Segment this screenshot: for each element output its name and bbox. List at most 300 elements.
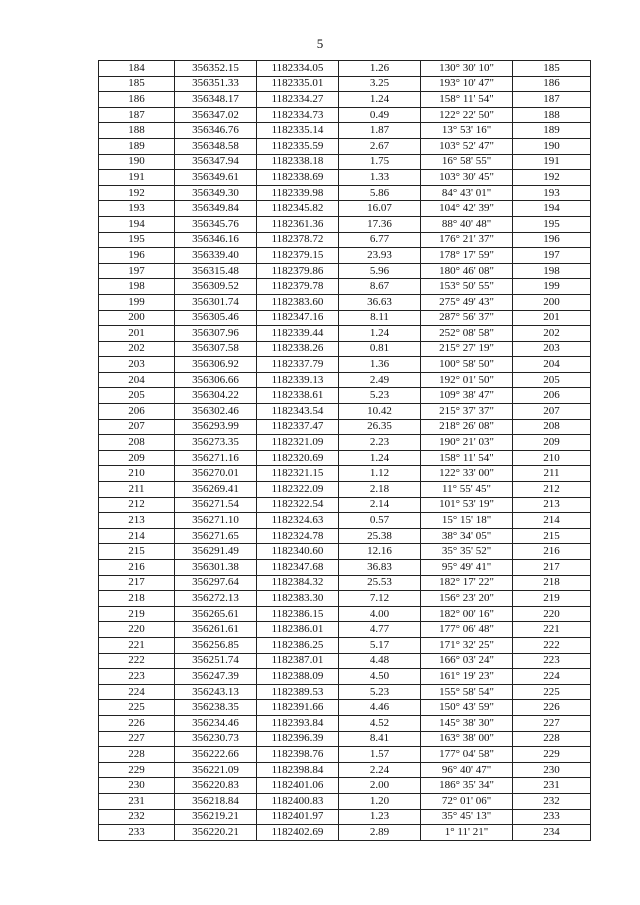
next-point-cell: 209 (513, 435, 591, 451)
y-coordinate-cell: 1182324.78 (257, 528, 339, 544)
y-coordinate-cell: 1182402.69 (257, 825, 339, 841)
x-coordinate-cell: 356352.15 (175, 61, 257, 77)
point-number-cell: 228 (99, 747, 175, 763)
y-coordinate-cell: 1182334.27 (257, 92, 339, 108)
length-cell: 4.77 (339, 622, 421, 638)
y-coordinate-cell: 1182334.73 (257, 107, 339, 123)
point-number-cell: 216 (99, 560, 175, 576)
next-point-cell: 222 (513, 637, 591, 653)
x-coordinate-cell: 356345.76 (175, 216, 257, 232)
y-coordinate-cell: 1182339.44 (257, 326, 339, 342)
next-point-cell: 229 (513, 747, 591, 763)
table-row (99, 575, 591, 591)
next-point-cell: 197 (513, 248, 591, 264)
length-cell: 1.20 (339, 793, 421, 809)
bearing-cell: 182° 00' 16" (421, 606, 513, 622)
y-coordinate-cell: 1182337.79 (257, 357, 339, 373)
bearing-cell: 88° 40' 48" (421, 216, 513, 232)
table-row (99, 232, 591, 248)
y-coordinate-cell: 1182338.69 (257, 170, 339, 186)
table-row (99, 482, 591, 498)
point-number-cell: 212 (99, 497, 175, 513)
bearing-cell: 35° 35' 52" (421, 544, 513, 560)
point-number-cell: 207 (99, 419, 175, 435)
next-point-cell: 190 (513, 138, 591, 154)
next-point-cell: 221 (513, 622, 591, 638)
table-row (99, 185, 591, 201)
table-row (99, 528, 591, 544)
next-point-cell: 230 (513, 762, 591, 778)
point-number-cell: 196 (99, 248, 175, 264)
table-row (99, 419, 591, 435)
length-cell: 1.24 (339, 450, 421, 466)
y-coordinate-cell: 1182379.86 (257, 263, 339, 279)
point-number-cell: 192 (99, 185, 175, 201)
x-coordinate-cell: 356347.02 (175, 107, 257, 123)
x-coordinate-cell: 356348.58 (175, 138, 257, 154)
length-cell: 0.81 (339, 341, 421, 357)
y-coordinate-cell: 1182347.16 (257, 310, 339, 326)
y-coordinate-cell: 1182400.83 (257, 793, 339, 809)
length-cell: 1.36 (339, 357, 421, 373)
table-row (99, 622, 591, 638)
y-coordinate-cell: 1182378.72 (257, 232, 339, 248)
bearing-cell: 218° 26' 08" (421, 419, 513, 435)
next-point-cell: 215 (513, 528, 591, 544)
y-coordinate-cell: 1182322.09 (257, 482, 339, 498)
y-coordinate-cell: 1182345.82 (257, 201, 339, 217)
x-coordinate-cell: 356269.41 (175, 482, 257, 498)
x-coordinate-cell: 356219.21 (175, 809, 257, 825)
length-cell: 2.24 (339, 762, 421, 778)
point-number-cell: 200 (99, 310, 175, 326)
table-row (99, 61, 591, 77)
x-coordinate-cell: 356247.39 (175, 669, 257, 685)
table-row (99, 715, 591, 731)
y-coordinate-cell: 1182321.15 (257, 466, 339, 482)
point-number-cell: 202 (99, 341, 175, 357)
point-number-cell: 224 (99, 684, 175, 700)
bearing-cell: 96° 40' 47" (421, 762, 513, 778)
bearing-cell: 15° 15' 18" (421, 513, 513, 529)
bearing-cell: 171° 32' 25" (421, 637, 513, 653)
x-coordinate-cell: 356243.13 (175, 684, 257, 700)
point-number-cell: 220 (99, 622, 175, 638)
bearing-cell: 215° 27' 19" (421, 341, 513, 357)
bearing-cell: 122° 33' 00" (421, 466, 513, 482)
x-coordinate-cell: 356256.85 (175, 637, 257, 653)
table-row (99, 684, 591, 700)
x-coordinate-cell: 356238.35 (175, 700, 257, 716)
next-point-cell: 185 (513, 61, 591, 77)
x-coordinate-cell: 356293.99 (175, 419, 257, 435)
length-cell: 5.17 (339, 637, 421, 653)
bearing-cell: 275° 49' 43" (421, 294, 513, 310)
length-cell: 5.96 (339, 263, 421, 279)
y-coordinate-cell: 1182347.68 (257, 560, 339, 576)
x-coordinate-cell: 356349.30 (175, 185, 257, 201)
y-coordinate-cell: 1182337.47 (257, 419, 339, 435)
x-coordinate-cell: 356347.94 (175, 154, 257, 170)
y-coordinate-cell: 1182321.09 (257, 435, 339, 451)
next-point-cell: 213 (513, 497, 591, 513)
next-point-cell: 204 (513, 357, 591, 373)
bearing-cell: 109° 38' 47" (421, 388, 513, 404)
length-cell: 7.12 (339, 591, 421, 607)
bearing-cell: 95° 49' 41" (421, 560, 513, 576)
point-number-cell: 204 (99, 372, 175, 388)
bearing-cell: 100° 58' 50" (421, 357, 513, 373)
x-coordinate-cell: 356271.65 (175, 528, 257, 544)
y-coordinate-cell: 1182379.15 (257, 248, 339, 264)
next-point-cell: 232 (513, 793, 591, 809)
y-coordinate-cell: 1182338.18 (257, 154, 339, 170)
table-row (99, 669, 591, 685)
bearing-cell: 193° 10' 47" (421, 76, 513, 92)
table-row (99, 435, 591, 451)
length-cell: 36.63 (339, 294, 421, 310)
bearing-cell: 103° 30' 45" (421, 170, 513, 186)
next-point-cell: 211 (513, 466, 591, 482)
length-cell: 36.83 (339, 560, 421, 576)
point-number-cell: 208 (99, 435, 175, 451)
point-number-cell: 221 (99, 637, 175, 653)
next-point-cell: 198 (513, 263, 591, 279)
bearing-cell: 158° 11' 54" (421, 450, 513, 466)
bearing-cell: 166° 03' 24" (421, 653, 513, 669)
point-number-cell: 214 (99, 528, 175, 544)
x-coordinate-cell: 356271.16 (175, 450, 257, 466)
table-row (99, 466, 591, 482)
y-coordinate-cell: 1182322.54 (257, 497, 339, 513)
y-coordinate-cell: 1182338.26 (257, 341, 339, 357)
table-row (99, 450, 591, 466)
bearing-cell: 101° 53' 19" (421, 497, 513, 513)
x-coordinate-cell: 356306.66 (175, 372, 257, 388)
x-coordinate-cell: 356346.76 (175, 123, 257, 139)
length-cell: 16.07 (339, 201, 421, 217)
next-point-cell: 219 (513, 591, 591, 607)
table-row (99, 310, 591, 326)
x-coordinate-cell: 356251.74 (175, 653, 257, 669)
y-coordinate-cell: 1182379.78 (257, 279, 339, 295)
point-number-cell: 205 (99, 388, 175, 404)
x-coordinate-cell: 356309.52 (175, 279, 257, 295)
length-cell: 4.00 (339, 606, 421, 622)
table-row (99, 653, 591, 669)
table-row (99, 201, 591, 217)
y-coordinate-cell: 1182389.53 (257, 684, 339, 700)
point-number-cell: 230 (99, 778, 175, 794)
table-row (99, 372, 591, 388)
next-point-cell: 231 (513, 778, 591, 794)
point-number-cell: 191 (99, 170, 175, 186)
next-point-cell: 200 (513, 294, 591, 310)
length-cell: 1.24 (339, 92, 421, 108)
table-row (99, 544, 591, 560)
y-coordinate-cell: 1182334.05 (257, 61, 339, 77)
next-point-cell: 218 (513, 575, 591, 591)
bearing-cell: 180° 46' 08" (421, 263, 513, 279)
point-number-cell: 184 (99, 61, 175, 77)
y-coordinate-cell: 1182384.32 (257, 575, 339, 591)
x-coordinate-cell: 356271.10 (175, 513, 257, 529)
x-coordinate-cell: 356346.16 (175, 232, 257, 248)
x-coordinate-cell: 356301.38 (175, 560, 257, 576)
y-coordinate-cell: 1182338.61 (257, 388, 339, 404)
x-coordinate-cell: 356307.96 (175, 326, 257, 342)
y-coordinate-cell: 1182335.59 (257, 138, 339, 154)
table-row (99, 138, 591, 154)
x-coordinate-cell: 356261.61 (175, 622, 257, 638)
next-point-cell: 202 (513, 326, 591, 342)
x-coordinate-cell: 356218.84 (175, 793, 257, 809)
table-row (99, 216, 591, 232)
bearing-cell: 16° 58' 55" (421, 154, 513, 170)
table-row (99, 560, 591, 576)
y-coordinate-cell: 1182335.14 (257, 123, 339, 139)
next-point-cell: 226 (513, 700, 591, 716)
x-coordinate-cell: 356234.46 (175, 715, 257, 731)
next-point-cell: 207 (513, 404, 591, 420)
point-number-cell: 186 (99, 92, 175, 108)
y-coordinate-cell: 1182393.84 (257, 715, 339, 731)
length-cell: 1.75 (339, 154, 421, 170)
bearing-cell: 182° 17' 22" (421, 575, 513, 591)
bearing-cell: 156° 23' 20" (421, 591, 513, 607)
length-cell: 2.49 (339, 372, 421, 388)
next-point-cell: 203 (513, 341, 591, 357)
next-point-cell: 234 (513, 825, 591, 841)
table-row (99, 404, 591, 420)
bearing-cell: 11° 55' 45" (421, 482, 513, 498)
x-coordinate-cell: 356315.48 (175, 263, 257, 279)
next-point-cell: 217 (513, 560, 591, 576)
x-coordinate-cell: 356349.84 (175, 201, 257, 217)
x-coordinate-cell: 356273.35 (175, 435, 257, 451)
point-number-cell: 223 (99, 669, 175, 685)
length-cell: 2.89 (339, 825, 421, 841)
point-number-cell: 193 (99, 201, 175, 217)
point-number-cell: 227 (99, 731, 175, 747)
bearing-cell: 72° 01' 06" (421, 793, 513, 809)
point-number-cell: 229 (99, 762, 175, 778)
bearing-cell: 190° 21' 03" (421, 435, 513, 451)
length-cell: 1.24 (339, 326, 421, 342)
length-cell: 25.38 (339, 528, 421, 544)
length-cell: 1.26 (339, 61, 421, 77)
length-cell: 8.67 (339, 279, 421, 295)
next-point-cell: 195 (513, 216, 591, 232)
point-number-cell: 203 (99, 357, 175, 373)
point-number-cell: 206 (99, 404, 175, 420)
length-cell: 4.50 (339, 669, 421, 685)
table-row (99, 762, 591, 778)
length-cell: 4.52 (339, 715, 421, 731)
y-coordinate-cell: 1182391.66 (257, 700, 339, 716)
coordinates-table (98, 60, 591, 841)
length-cell: 3.25 (339, 76, 421, 92)
y-coordinate-cell: 1182383.30 (257, 591, 339, 607)
point-number-cell: 231 (99, 793, 175, 809)
point-number-cell: 201 (99, 326, 175, 342)
bearing-cell: 158° 11' 54" (421, 92, 513, 108)
y-coordinate-cell: 1182401.06 (257, 778, 339, 794)
length-cell: 5.86 (339, 185, 421, 201)
next-point-cell: 220 (513, 606, 591, 622)
table-row (99, 731, 591, 747)
y-coordinate-cell: 1182396.39 (257, 731, 339, 747)
x-coordinate-cell: 356348.17 (175, 92, 257, 108)
table-row (99, 341, 591, 357)
table-row (99, 279, 591, 295)
length-cell: 1.23 (339, 809, 421, 825)
bearing-cell: 178° 17' 59" (421, 248, 513, 264)
y-coordinate-cell: 1182361.36 (257, 216, 339, 232)
x-coordinate-cell: 356302.46 (175, 404, 257, 420)
length-cell: 2.14 (339, 497, 421, 513)
bearing-cell: 103° 52' 47" (421, 138, 513, 154)
x-coordinate-cell: 356297.64 (175, 575, 257, 591)
next-point-cell: 208 (513, 419, 591, 435)
x-coordinate-cell: 356220.83 (175, 778, 257, 794)
point-number-cell: 194 (99, 216, 175, 232)
point-number-cell: 215 (99, 544, 175, 560)
length-cell: 4.46 (339, 700, 421, 716)
bearing-cell: 122° 22' 50" (421, 107, 513, 123)
bearing-cell: 176° 21' 37" (421, 232, 513, 248)
table-row (99, 778, 591, 794)
table-row (99, 606, 591, 622)
y-coordinate-cell: 1182388.09 (257, 669, 339, 685)
table-row (99, 497, 591, 513)
table-row (99, 248, 591, 264)
bearing-cell: 155° 58' 54" (421, 684, 513, 700)
bearing-cell: 13° 53' 16" (421, 123, 513, 139)
y-coordinate-cell: 1182324.63 (257, 513, 339, 529)
next-point-cell: 201 (513, 310, 591, 326)
bearing-cell: 252° 08' 58" (421, 326, 513, 342)
x-coordinate-cell: 356272.13 (175, 591, 257, 607)
bearing-cell: 177° 04' 58" (421, 747, 513, 763)
bearing-cell: 38° 34' 05" (421, 528, 513, 544)
next-point-cell: 210 (513, 450, 591, 466)
point-number-cell: 233 (99, 825, 175, 841)
length-cell: 2.23 (339, 435, 421, 451)
y-coordinate-cell: 1182340.60 (257, 544, 339, 560)
bearing-cell: 35° 45' 13" (421, 809, 513, 825)
y-coordinate-cell: 1182320.69 (257, 450, 339, 466)
table-row (99, 263, 591, 279)
next-point-cell: 205 (513, 372, 591, 388)
table-row (99, 107, 591, 123)
length-cell: 1.87 (339, 123, 421, 139)
y-coordinate-cell: 1182401.97 (257, 809, 339, 825)
next-point-cell: 188 (513, 107, 591, 123)
table-row (99, 700, 591, 716)
y-coordinate-cell: 1182343.54 (257, 404, 339, 420)
point-number-cell: 195 (99, 232, 175, 248)
length-cell: 1.33 (339, 170, 421, 186)
next-point-cell: 194 (513, 201, 591, 217)
x-coordinate-cell: 356349.61 (175, 170, 257, 186)
next-point-cell: 199 (513, 279, 591, 295)
bearing-cell: 215° 37' 37" (421, 404, 513, 420)
length-cell: 8.11 (339, 310, 421, 326)
length-cell: 2.18 (339, 482, 421, 498)
length-cell: 26.35 (339, 419, 421, 435)
bearing-cell: 161° 19' 23" (421, 669, 513, 685)
x-coordinate-cell: 356301.74 (175, 294, 257, 310)
next-point-cell: 186 (513, 76, 591, 92)
y-coordinate-cell: 1182339.13 (257, 372, 339, 388)
table-row (99, 76, 591, 92)
bearing-cell: 104° 42' 39" (421, 201, 513, 217)
table-row (99, 123, 591, 139)
next-point-cell: 193 (513, 185, 591, 201)
y-coordinate-cell: 1182387.01 (257, 653, 339, 669)
next-point-cell: 233 (513, 809, 591, 825)
next-point-cell: 187 (513, 92, 591, 108)
point-number-cell: 187 (99, 107, 175, 123)
bearing-cell: 186° 35' 34" (421, 778, 513, 794)
bearing-cell: 145° 38' 30" (421, 715, 513, 731)
bearing-cell: 130° 30' 10" (421, 61, 513, 77)
length-cell: 25.53 (339, 575, 421, 591)
y-coordinate-cell: 1182335.01 (257, 76, 339, 92)
point-number-cell: 226 (99, 715, 175, 731)
point-number-cell: 218 (99, 591, 175, 607)
point-number-cell: 198 (99, 279, 175, 295)
point-number-cell: 210 (99, 466, 175, 482)
point-number-cell: 232 (99, 809, 175, 825)
table-row (99, 294, 591, 310)
y-coordinate-cell: 1182386.25 (257, 637, 339, 653)
y-coordinate-cell: 1182383.60 (257, 294, 339, 310)
y-coordinate-cell: 1182339.98 (257, 185, 339, 201)
length-cell: 1.57 (339, 747, 421, 763)
x-coordinate-cell: 356230.73 (175, 731, 257, 747)
next-point-cell: 225 (513, 684, 591, 700)
x-coordinate-cell: 356221.09 (175, 762, 257, 778)
bearing-cell: 1° 11' 21" (421, 825, 513, 841)
table-row (99, 513, 591, 529)
table-row (99, 357, 591, 373)
next-point-cell: 212 (513, 482, 591, 498)
next-point-cell: 227 (513, 715, 591, 731)
point-number-cell: 219 (99, 606, 175, 622)
point-number-cell: 197 (99, 263, 175, 279)
next-point-cell: 216 (513, 544, 591, 560)
length-cell: 10.42 (339, 404, 421, 420)
x-coordinate-cell: 356222.66 (175, 747, 257, 763)
bearing-cell: 153° 50' 55" (421, 279, 513, 295)
table-row (99, 326, 591, 342)
length-cell: 0.49 (339, 107, 421, 123)
point-number-cell: 189 (99, 138, 175, 154)
x-coordinate-cell: 356307.58 (175, 341, 257, 357)
point-number-cell: 211 (99, 482, 175, 498)
table-row (99, 591, 591, 607)
point-number-cell: 225 (99, 700, 175, 716)
bearing-cell: 192° 01' 50" (421, 372, 513, 388)
next-point-cell: 228 (513, 731, 591, 747)
x-coordinate-cell: 356265.61 (175, 606, 257, 622)
table-row (99, 170, 591, 186)
point-number-cell: 209 (99, 450, 175, 466)
y-coordinate-cell: 1182398.76 (257, 747, 339, 763)
next-point-cell: 189 (513, 123, 591, 139)
